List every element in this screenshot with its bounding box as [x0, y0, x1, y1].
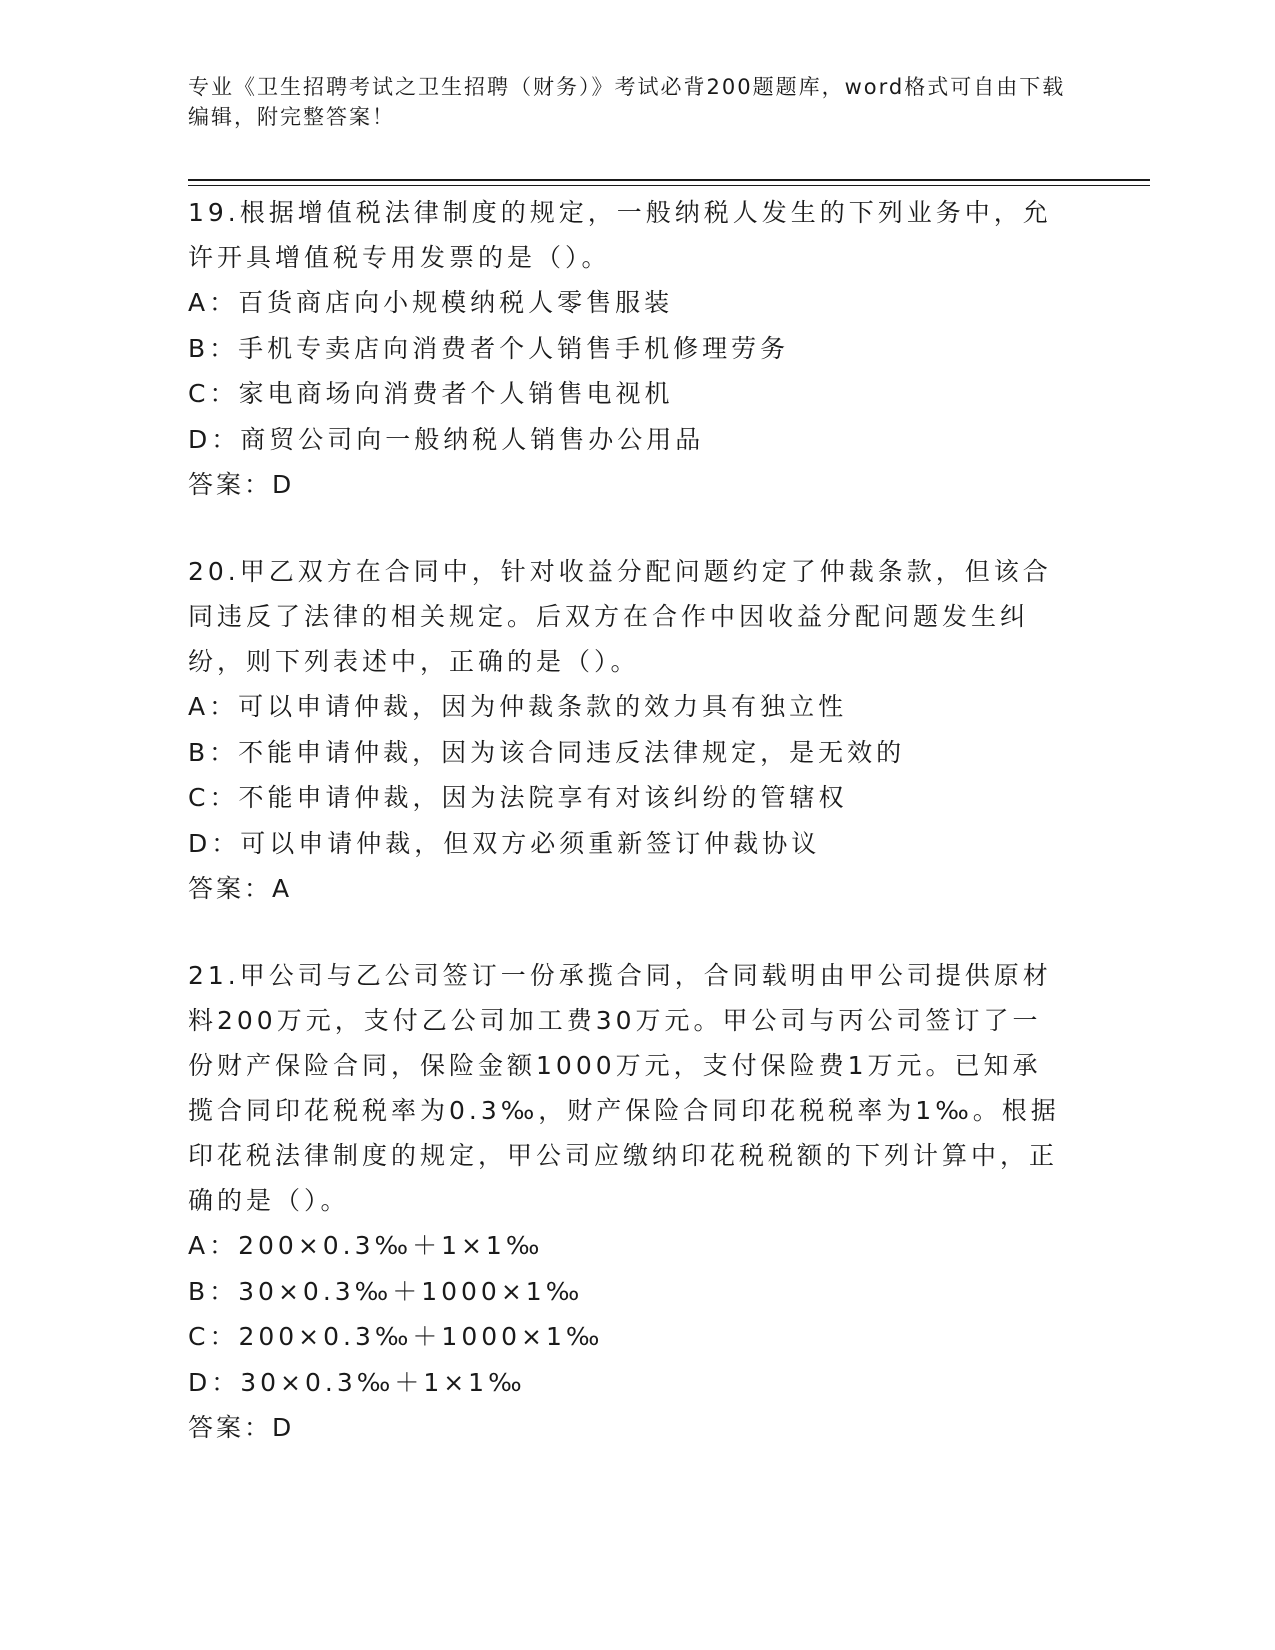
option-d: D：商贸公司向一般纳税人销售办公用品 [188, 424, 705, 454]
header-divider-thin [188, 185, 1150, 186]
option-a: A：200×0.3‰＋1×1‰ [188, 1231, 544, 1260]
option-b: B：30×0.3‰＋1000×1‰ [188, 1276, 584, 1306]
question-20 [188, 549, 1068, 912]
answer-text: 答案：A [188, 874, 293, 903]
question-21 [188, 953, 1068, 1451]
question-19 [188, 190, 1068, 508]
option-d: D：30×0.3‰＋1×1‰ [188, 1367, 526, 1397]
question-text: 21.甲公司与乙公司签订一份承揽合同，合同载明由甲公司提供原材料200万元，支付乙公司加工费30万元。甲公司与丙公司签订了一份财产保险合同，保险金额1000万元，支付保险费1万元。已知承揽合同印花税税率为0.3‰，财产保险合同印花税税率为1‰。根据印花税法律制度的规定，甲公司应缴纳印花税税额的下列计算中，正确的是（）。 [188, 961, 1060, 1215]
option-b: B：手机专卖店向消费者个人销售手机修理劳务 [188, 333, 790, 363]
option-c: C：200×0.3‰＋1000×1‰ [188, 1322, 604, 1351]
question-text: 19.根据增值税法律制度的规定，一般纳税人发生的下列业务中，允许开具增值税专用发票的是（）。 [188, 198, 1052, 272]
document-header: 专业《卫生招聘考试之卫生招聘（财务）》考试必背200题题库，word格式可自由下载编辑，附完整答案！ [188, 75, 1066, 129]
option-c: C：不能申请仲裁，因为法院享有对该纠纷的管辖权 [188, 783, 848, 812]
header-divider-thick [188, 179, 1150, 181]
option-d: D：可以申请仲裁，但双方必须重新签订仲裁协议 [188, 828, 821, 858]
answer-text: 答案：D [188, 470, 295, 499]
option-b: B：不能申请仲裁，因为该合同违反法律规定，是无效的 [188, 737, 906, 767]
option-a: A：百货商店向小规模纳税人零售服装 [188, 288, 674, 317]
question-text: 20.甲乙双方在合同中，针对收益分配问题约定了仲裁条款，但该合同违反了法律的相关规定。后双方在合作中因收益分配问题发生纠纷，则下列表述中，正确的是（）。 [188, 557, 1052, 676]
option-a: A：可以申请仲裁，因为仲裁条款的效力具有独立性 [188, 692, 848, 721]
question-list [188, 190, 1068, 1492]
answer-text: 答案：D [188, 1413, 295, 1442]
option-c: C：家电商场向消费者个人销售电视机 [188, 379, 674, 408]
